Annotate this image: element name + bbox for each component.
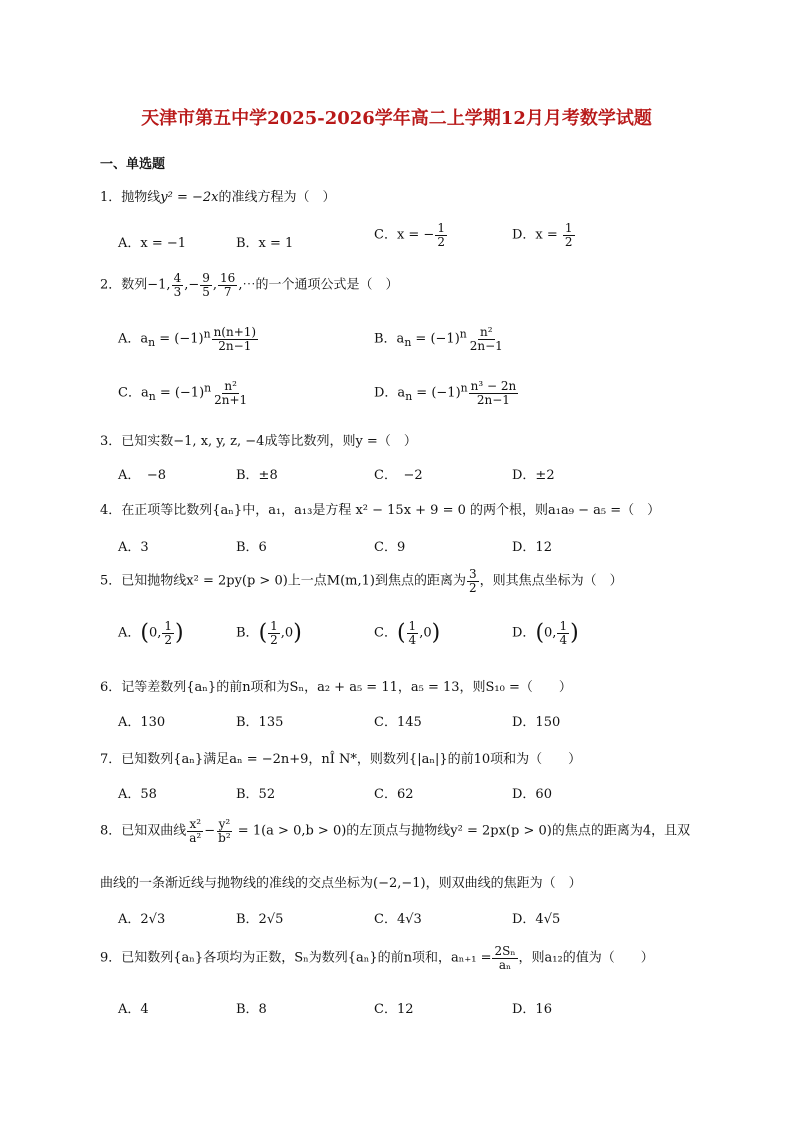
q8-option-a: A．2√3 — [118, 912, 166, 927]
q2-a-den: 2n−1 — [218, 338, 252, 353]
section-heading: 一、单选题 — [100, 157, 166, 172]
q5-a-left: 0, — [148, 625, 162, 641]
q2-f2-num: 9 — [202, 271, 210, 285]
q2-option-d — [374, 380, 519, 406]
q2-c-num: n² — [224, 379, 237, 393]
right-paren-icon: ) — [570, 620, 579, 646]
q4-option-a: A．3 — [118, 540, 149, 555]
q5-d-num: 1 — [559, 619, 568, 633]
q3-option-a: A． −8 — [118, 468, 167, 483]
q6-option-c: C．145 — [374, 715, 422, 730]
q2-f2-den: 5 — [202, 284, 210, 299]
question-2-stem — [100, 272, 398, 298]
q5-b-right: ,0 — [280, 625, 294, 641]
q8-option-c: C．4√3 — [374, 912, 422, 927]
q8-f2-num: y² — [218, 817, 231, 831]
q2-c-sub: n — [148, 390, 156, 404]
q9-num: 2Sₙ — [494, 944, 516, 958]
q5-option-b — [236, 620, 302, 646]
q2-b-sub: n — [404, 336, 412, 350]
q4-option-c: C．9 — [374, 540, 406, 555]
right-paren-icon: ) — [293, 620, 302, 646]
q5-den: 2 — [469, 580, 477, 595]
q2-d-den: 2n−1 — [476, 392, 510, 407]
q2-frac-1 — [172, 272, 184, 298]
q2-a-fraction — [212, 326, 259, 352]
q2-b-num: n² — [480, 325, 493, 339]
q1-c-fraction — [435, 222, 447, 248]
q2-a-sup: n — [203, 327, 211, 341]
q1-d-den: 2 — [564, 234, 573, 249]
q8-minus: − — [204, 823, 216, 839]
q8-option-b: B．2√5 — [236, 912, 284, 927]
q2-text-end: ,⋯的一个通项公式是（ ） — [238, 277, 399, 293]
q2-a-mid: = (−1) — [155, 331, 204, 347]
q2-text: 2．数列−1, — [100, 277, 171, 293]
q9-text: 9．已知数列{aₙ}各项均为正数，Sₙ为数列{aₙ}的前n项和，aₙ₊₁ = — [100, 950, 492, 966]
q2-a-label: A．a — [118, 331, 149, 347]
q5-c-label: C． — [374, 625, 397, 641]
q2-c-label: C．a — [118, 385, 149, 401]
q5-text: 5．已知抛物线x² = 2py(p > 0)上一点M(m,1)到焦点的距离为 — [100, 573, 466, 589]
q5-c-right: ,0 — [419, 625, 432, 641]
q2-c-fraction — [212, 380, 249, 406]
q5-d-left: 0, — [544, 625, 557, 641]
question-1-stem — [100, 186, 336, 205]
q2-f1-num: 4 — [173, 271, 182, 285]
q5-b-label: B． — [236, 625, 259, 641]
q7-option-d: D．60 — [512, 787, 552, 802]
q2-b-mid: = (−1) — [411, 331, 460, 347]
q2-frac-3 — [218, 272, 237, 298]
q5-option-a — [118, 620, 184, 646]
q8-text-end: = 1(a > 0,b > 0)的左顶点与抛物线y² = 2px(p > 0)的焦点的距离为4，且双 — [233, 823, 691, 839]
question-3-stem: 3．已知实数−1, x, y, z, −4成等比数列，则y =（ ） — [100, 434, 417, 449]
q1-c-den: 2 — [437, 234, 445, 249]
question-9-stem — [100, 945, 654, 971]
q5-d-den: 4 — [559, 632, 568, 647]
q1-c-text: C．x = − — [374, 227, 435, 243]
q7-option-a: A．58 — [118, 787, 157, 802]
q2-option-c — [118, 380, 250, 406]
q5-d-label: D． — [512, 625, 536, 641]
q5-text-end: ，则其焦点坐标为（ ） — [479, 573, 623, 589]
q3-option-d: D．±2 — [512, 468, 555, 483]
question-8-stem — [100, 818, 690, 844]
q1-d-text: D．x = — [512, 227, 562, 243]
q2-option-a — [118, 326, 259, 352]
q2-d-label: D．a — [374, 385, 406, 401]
q5-a-den: 2 — [164, 632, 173, 647]
q2-c-den: 2n+1 — [214, 392, 248, 407]
q2-a-num: n(n+1) — [213, 325, 257, 339]
q4-option-d: D．12 — [512, 540, 552, 555]
q2-d-num: n³ − 2n — [470, 379, 517, 393]
q5-option-c — [374, 620, 440, 646]
left-paren-icon: ( — [535, 620, 545, 646]
q1-option-c — [374, 222, 448, 248]
q2-d-sub: n — [405, 390, 413, 404]
q7-option-b: B．52 — [236, 787, 276, 802]
q8-option-d: D．4√5 — [512, 912, 561, 927]
question-6-stem: 6．记等差数列{aₙ}的前n项和为Sₙ，a₂ + a₅ = 11，a₅ = 13，则S₁₀ =（ ） — [100, 680, 572, 695]
q8-f1-num: x² — [189, 817, 202, 831]
q1-c-num: 1 — [437, 221, 445, 235]
q1-option-a: A．x = −1 — [118, 236, 187, 251]
q9-option-a: A．4 — [118, 1002, 149, 1017]
q5-b-fraction — [268, 620, 280, 646]
q2-b-den: 2n−1 — [469, 338, 503, 353]
q1-option-b: B．x = 1 — [236, 236, 294, 251]
q5-c-num: 1 — [408, 619, 417, 633]
q8-f2-den: b² — [218, 830, 231, 845]
q5-a-label: A． — [118, 625, 141, 641]
left-paren-icon: ( — [258, 620, 268, 646]
q7-option-c: C．62 — [374, 787, 414, 802]
q2-c-mid: = (−1) — [155, 385, 205, 401]
q5-a-fraction — [162, 620, 174, 646]
q2-b-sup: n — [459, 327, 467, 341]
q8-frac-2 — [216, 818, 233, 844]
question-7-stem: 7．已知数列{aₙ}满足aₙ = −2n+9，nÎ N*，则数列{|aₙ|}的前10项和为（ ） — [100, 752, 582, 767]
q9-text-end: ，则a₁₂的值为（ ） — [518, 950, 654, 966]
q8-frac-1 — [187, 818, 203, 844]
q9-fraction — [492, 945, 517, 971]
right-paren-icon: ) — [175, 620, 184, 646]
q5-option-d — [512, 620, 579, 646]
q5-d-fraction — [557, 620, 569, 646]
right-paren-icon: ) — [431, 620, 441, 646]
q2-f1-den: 3 — [173, 284, 182, 299]
q1-math: y² = −2x — [160, 190, 219, 205]
q2-option-b — [374, 326, 506, 352]
q6-option-d: D．150 — [512, 715, 561, 730]
q9-den: aₙ — [498, 957, 512, 972]
q5-a-num: 1 — [164, 619, 173, 633]
q8-text: 8．已知双曲线 — [100, 823, 187, 839]
q1-text: 1．抛物线 — [100, 190, 161, 205]
q6-option-a: A．130 — [118, 715, 166, 730]
q5-b-den: 2 — [270, 632, 278, 647]
q2-b-fraction — [468, 326, 505, 352]
q2-d-sup: n — [460, 381, 468, 395]
q2-d-mid: = (−1) — [412, 385, 461, 401]
left-paren-icon: ( — [396, 620, 406, 646]
q1-text-end: 的准线方程为（ ） — [218, 190, 336, 205]
question-5-stem — [100, 568, 623, 594]
q2-c-sup: n — [204, 381, 212, 395]
q8-f1-den: a² — [189, 830, 202, 845]
question-4-stem: 4．在正项等比数列{aₙ}中，a₁，a₁₃是方程 x² − 15x + 9 = 0 的两个根，则a₁a₉ − a₅ =（ ） — [100, 503, 661, 518]
q2-b-label: B．a — [374, 331, 405, 347]
page-title: 天津市第五中学2025-2026学年高二上学期12月月考数学试题 — [141, 108, 652, 129]
q5-fraction — [467, 568, 479, 594]
q2-f3-den: 7 — [223, 284, 232, 299]
q2-sep-1: ,− — [184, 277, 200, 293]
q5-b-num: 1 — [270, 619, 278, 633]
q4-option-b: B．6 — [236, 540, 267, 555]
q2-f3-num: 16 — [220, 271, 236, 285]
left-paren-icon: ( — [140, 620, 149, 646]
q5-c-den: 4 — [408, 632, 417, 647]
q9-option-c: C．12 — [374, 1002, 414, 1017]
q3-option-b: B．±8 — [236, 468, 278, 483]
q2-a-sub: n — [148, 336, 156, 350]
q2-d-fraction — [469, 380, 519, 406]
q6-option-b: B．135 — [236, 715, 284, 730]
q1-option-d — [512, 222, 576, 248]
q2-frac-2 — [200, 272, 212, 298]
q1-d-num: 1 — [564, 221, 573, 235]
q3-option-c: C． −2 — [374, 468, 423, 483]
q9-option-b: B．8 — [236, 1002, 267, 1017]
q1-d-fraction — [563, 222, 575, 248]
q5-num: 3 — [469, 567, 477, 581]
question-8-stem-line2: 曲线的一条渐近线与抛物线的准线的交点坐标为(−2,−1)，则双曲线的焦距为（ ） — [100, 876, 582, 891]
q5-c-fraction — [407, 620, 419, 646]
q9-option-d: D．16 — [512, 1002, 552, 1017]
q2-sep-2: , — [212, 277, 218, 293]
